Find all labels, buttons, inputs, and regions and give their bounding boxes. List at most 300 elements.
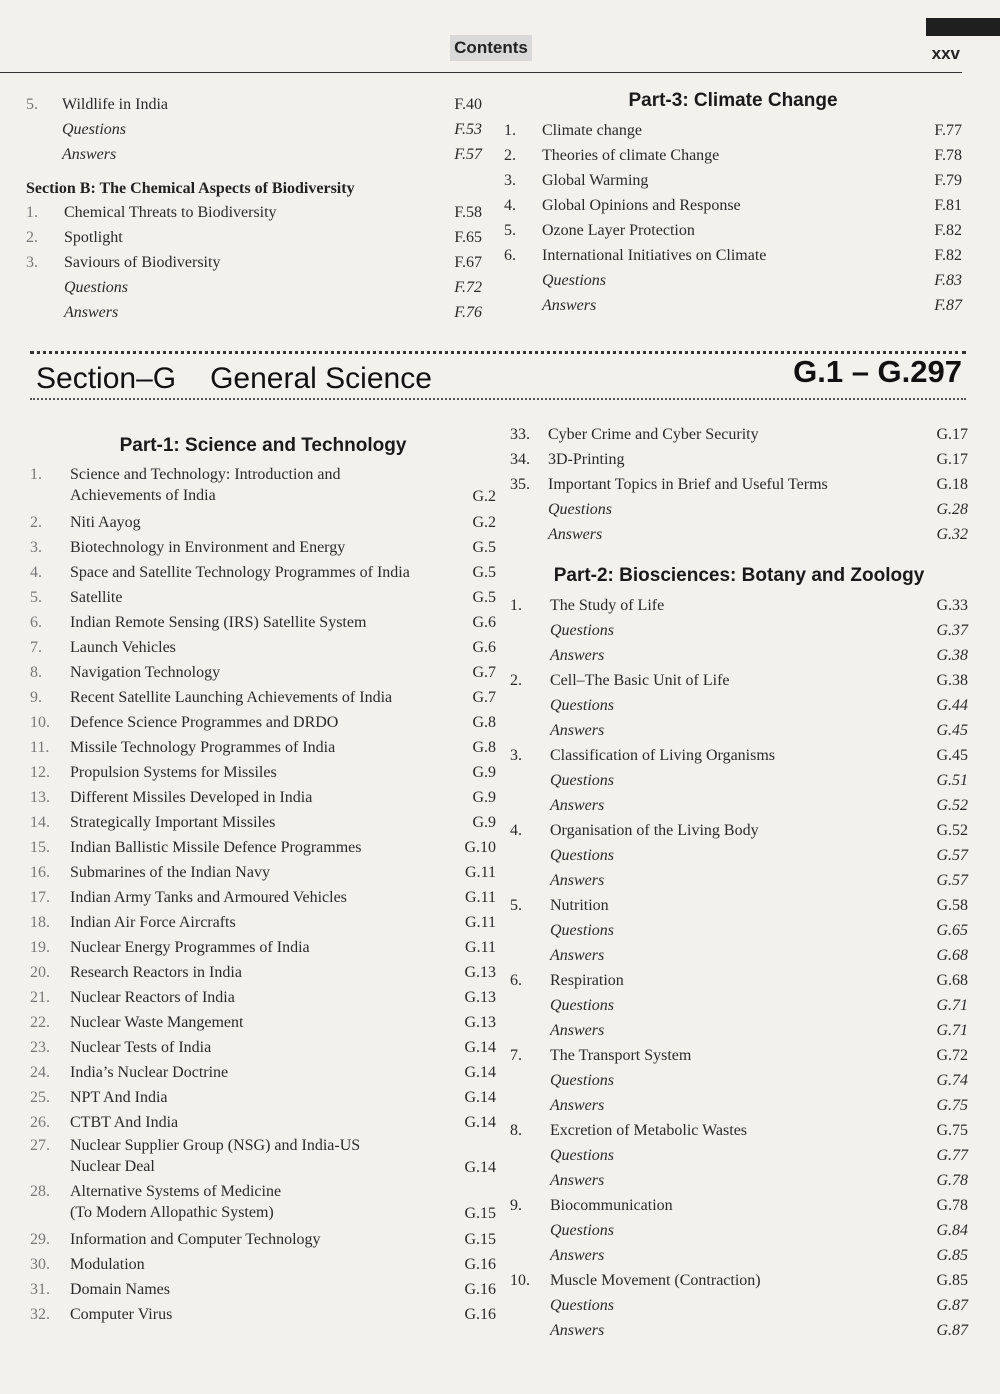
toc-entry-title: CTBT And India bbox=[70, 1114, 179, 1131]
header-rule bbox=[0, 72, 962, 73]
toc-entry-title: Navigation Technology bbox=[70, 664, 221, 681]
toc-entry-page: G.17 bbox=[936, 451, 968, 468]
toc-entry-title: Indian Remote Sensing (IRS) Satellite System bbox=[70, 614, 367, 631]
toc-entry-page: G.16 bbox=[464, 1306, 496, 1323]
toc-entry-title: Satellite bbox=[70, 589, 123, 606]
toc-entry-page: F.57 bbox=[454, 146, 482, 163]
toc-entry-number: 27. bbox=[30, 1137, 50, 1154]
toc-entry-title: Answers bbox=[550, 947, 605, 964]
toc-entry bbox=[510, 643, 968, 668]
toc-entry bbox=[510, 993, 968, 1018]
toc-entry-number: 17. bbox=[30, 889, 50, 906]
toc-entry-title: Biocommunication bbox=[550, 1197, 673, 1214]
toc-entry-number: 3. bbox=[510, 747, 522, 764]
toc-entry bbox=[30, 1035, 496, 1060]
toc-entry-page: G.13 bbox=[464, 1014, 496, 1031]
toc-entry bbox=[510, 893, 968, 918]
toc-entry-page: G.85 bbox=[936, 1247, 968, 1264]
toc-entry bbox=[30, 1227, 496, 1252]
toc-entry-page: G.28 bbox=[936, 501, 968, 518]
toc-entry bbox=[504, 193, 962, 218]
toc-entry-page: G.14 bbox=[464, 1089, 496, 1106]
toc-entry-page: G.51 bbox=[936, 772, 968, 789]
toc-entry-title: Nuclear Tests of India bbox=[70, 1039, 212, 1056]
toc-entry-page: G.5 bbox=[472, 589, 496, 606]
toc-entry bbox=[26, 142, 482, 167]
toc-entry bbox=[30, 585, 496, 610]
toc-entry bbox=[510, 422, 968, 447]
toc-entry-page: G.38 bbox=[936, 672, 968, 689]
toc-entry bbox=[30, 1181, 496, 1227]
toc-entry-title: Nutrition bbox=[550, 897, 609, 914]
toc-entry-page: F.87 bbox=[934, 297, 962, 314]
toc-entry-page: G.45 bbox=[936, 747, 968, 764]
toc-entry-title: Theories of climate Change bbox=[542, 147, 720, 164]
toc-entry-title-line2: (To Modern Allopathic System) bbox=[70, 1204, 274, 1221]
toc-entry-title: Answers bbox=[550, 872, 605, 889]
toc-entry-number: 6. bbox=[30, 614, 42, 631]
toc-entry-title: Answers bbox=[550, 797, 605, 814]
toc-entry-title: Important Topics in Brief and Useful Terms bbox=[548, 476, 828, 493]
toc-entry-title: Saviours of Biodiversity bbox=[64, 254, 221, 271]
toc-entry-title: Nuclear Energy Programmes of India bbox=[70, 939, 310, 956]
part2-heading: Part-2: Biosciences: Botany and Zoology bbox=[553, 565, 925, 586]
toc-entry-number: 31. bbox=[30, 1281, 50, 1298]
toc-entry-number: 5. bbox=[30, 589, 42, 606]
toc-entry-page: F.65 bbox=[454, 229, 482, 246]
toc-entry-title: Indian Ballistic Missile Defence Programmes bbox=[70, 839, 362, 856]
toc-entry bbox=[504, 243, 962, 268]
toc-entry-page: G.68 bbox=[936, 972, 968, 989]
toc-entry-title: Questions bbox=[550, 622, 614, 639]
toc-entry-page: G.8 bbox=[472, 739, 496, 756]
toc-entry bbox=[30, 535, 496, 560]
toc-entry-number: 18. bbox=[30, 914, 50, 931]
toc-entry-page: G.57 bbox=[936, 847, 968, 864]
toc-entry-page: G.6 bbox=[472, 614, 496, 631]
toc-entry bbox=[30, 785, 496, 810]
toc-entry bbox=[30, 610, 496, 635]
toc-entry-number: 6. bbox=[510, 972, 522, 989]
toc-entry-title: Answers bbox=[62, 146, 117, 163]
toc-entry-title-line1: Alternative Systems of Medicine bbox=[70, 1183, 282, 1200]
toc-entry-number: 3. bbox=[26, 254, 38, 271]
toc-entry-title: Nuclear Waste Mangement bbox=[70, 1014, 244, 1031]
toc-entry-number: 8. bbox=[510, 1122, 522, 1139]
toc-entry-page: G.16 bbox=[464, 1281, 496, 1298]
toc-entry-number: 7. bbox=[510, 1047, 522, 1064]
toc-entry-page: F.82 bbox=[934, 247, 962, 264]
toc-entry bbox=[510, 743, 968, 768]
toc-entry-title: Answers bbox=[550, 647, 605, 664]
toc-entry-number: 2. bbox=[504, 147, 516, 164]
toc-entry bbox=[30, 1277, 496, 1302]
toc-entry-page: G.75 bbox=[936, 1097, 968, 1114]
toc-entry-title: Domain Names bbox=[70, 1281, 170, 1298]
toc-entry-title: Missile Technology Programmes of India bbox=[70, 739, 336, 756]
toc-entry bbox=[510, 1243, 968, 1268]
toc-entry-title: Indian Army Tanks and Armoured Vehicles bbox=[70, 889, 347, 906]
toc-entry-page: F.77 bbox=[934, 122, 962, 139]
toc-entry-number: 8. bbox=[30, 664, 42, 681]
toc-entry-page: G.16 bbox=[464, 1256, 496, 1273]
toc-entry-page: G.52 bbox=[936, 797, 968, 814]
page-number: xxv bbox=[931, 44, 960, 63]
toc-entry bbox=[30, 1060, 496, 1085]
toc-entry-title: Questions bbox=[550, 1147, 614, 1164]
toc-entry-title: Questions bbox=[542, 272, 606, 289]
toc-entry bbox=[30, 910, 496, 935]
toc-entry-title-line1: Nuclear Supplier Group (NSG) and India-US bbox=[70, 1137, 361, 1154]
toc-list-climate bbox=[504, 118, 962, 318]
toc-entry-number: 22. bbox=[30, 1014, 50, 1031]
toc-entry bbox=[26, 275, 482, 300]
toc-entry-title: Questions bbox=[550, 847, 614, 864]
toc-entry bbox=[30, 660, 496, 685]
toc-entry-page: G.9 bbox=[472, 764, 496, 781]
toc-entry-number: 35. bbox=[510, 476, 530, 493]
toc-entry-page: G.65 bbox=[936, 922, 968, 939]
toc-entry bbox=[30, 510, 496, 535]
toc-entry-page: G.72 bbox=[936, 1047, 968, 1064]
toc-entry-title: Questions bbox=[548, 501, 612, 518]
toc-entry-page: G.14 bbox=[464, 1064, 496, 1081]
toc-entry bbox=[510, 918, 968, 943]
toc-entry-title: Biotechnology in Environment and Energy bbox=[70, 539, 346, 556]
toc-entry-page: G.71 bbox=[936, 997, 968, 1014]
toc-entry-page: G.7 bbox=[472, 689, 496, 706]
toc-entry-title: Answers bbox=[64, 304, 119, 321]
toc-entry-title: Classification of Living Organisms bbox=[550, 747, 776, 764]
toc-entry-page: F.53 bbox=[454, 121, 482, 138]
toc-entry bbox=[504, 118, 962, 143]
toc-entry-title: Modulation bbox=[70, 1256, 145, 1273]
toc-entry bbox=[510, 1143, 968, 1168]
toc-entry bbox=[510, 1118, 968, 1143]
toc-entry-page: G.5 bbox=[472, 539, 496, 556]
toc-entry-page: G.78 bbox=[936, 1172, 968, 1189]
section-title bbox=[36, 362, 432, 396]
toc-entry-number: 2. bbox=[510, 672, 522, 689]
toc-entry bbox=[504, 293, 962, 318]
toc-entry-number: 14. bbox=[30, 814, 50, 831]
toc-list-part1 bbox=[30, 464, 496, 1327]
part2-column bbox=[510, 422, 968, 1343]
toc-entry-title: Information and Computer Technology bbox=[70, 1231, 321, 1248]
toc-entry-number: 3. bbox=[504, 172, 516, 189]
toc-list-part2 bbox=[510, 593, 968, 1343]
toc-entry-title: Strategically Important Missiles bbox=[70, 814, 276, 831]
toc-entry bbox=[510, 868, 968, 893]
toc-entry-number: 12. bbox=[30, 764, 50, 781]
toc-entry-title: Global Opinions and Response bbox=[542, 197, 741, 214]
toc-entry-number: 10. bbox=[30, 714, 50, 731]
toc-entry-number: 28. bbox=[30, 1183, 50, 1200]
toc-entry-title: The Transport System bbox=[550, 1047, 692, 1064]
top-right-column bbox=[504, 88, 962, 318]
toc-entry-page: F.82 bbox=[934, 222, 962, 239]
toc-list-chemical bbox=[26, 200, 482, 325]
section-b-heading: Section B: The Chemical Aspects of Biodiversity bbox=[26, 180, 355, 197]
toc-entry bbox=[30, 960, 496, 985]
toc-entry-page: G.58 bbox=[936, 897, 968, 914]
toc-entry bbox=[504, 168, 962, 193]
toc-entry-title: Answers bbox=[550, 1097, 605, 1114]
toc-entry-title: Answers bbox=[550, 1172, 605, 1189]
toc-entry-number: 9. bbox=[510, 1197, 522, 1214]
toc-entry-title: Questions bbox=[550, 1072, 614, 1089]
toc-entry-title: Cell–The Basic Unit of Life bbox=[550, 672, 730, 689]
toc-entry-number: 10. bbox=[510, 1272, 530, 1289]
toc-entry-number: 32. bbox=[30, 1306, 50, 1323]
toc-entry-page: G.11 bbox=[465, 864, 496, 881]
toc-entry bbox=[510, 522, 968, 547]
toc-list-wildlife bbox=[26, 92, 482, 167]
toc-entry-title: International Initiatives on Climate bbox=[542, 247, 767, 264]
toc-entry-page: F.67 bbox=[454, 254, 482, 271]
toc-entry-page: G.11 bbox=[465, 939, 496, 956]
toc-entry-title: Cyber Crime and Cyber Security bbox=[548, 426, 759, 443]
toc-entry-title: Chemical Threats to Biodiversity bbox=[64, 204, 277, 221]
toc-entry-title: Answers bbox=[550, 722, 605, 739]
toc-entry-page: G.84 bbox=[936, 1222, 968, 1239]
toc-entry-number: 13. bbox=[30, 789, 50, 806]
toc-entry-page: G.38 bbox=[936, 647, 968, 664]
toc-entry-title: Muscle Movement (Contraction) bbox=[550, 1272, 761, 1289]
toc-entry bbox=[510, 1018, 968, 1043]
part1-heading: Part-1: Science and Technology bbox=[119, 435, 407, 456]
toc-entry bbox=[510, 693, 968, 718]
section-bottom-divider bbox=[30, 398, 966, 400]
toc-entry-page: G.13 bbox=[464, 989, 496, 1006]
toc-entry bbox=[26, 92, 482, 117]
toc-entry-title: Questions bbox=[550, 1222, 614, 1239]
toc-entry-page: G.87 bbox=[936, 1322, 968, 1339]
toc-entry bbox=[510, 1043, 968, 1068]
toc-entry-number: 4. bbox=[30, 564, 42, 581]
part1-column bbox=[30, 432, 496, 1327]
toc-entry-title bbox=[70, 1135, 360, 1177]
toc-entry bbox=[26, 117, 482, 142]
toc-entry bbox=[30, 710, 496, 735]
toc-entry-title: Indian Air Force Aircrafts bbox=[70, 914, 236, 931]
toc-entry bbox=[510, 447, 968, 472]
toc-entry-title: Niti Aayog bbox=[70, 514, 141, 531]
toc-entry-title: Spotlight bbox=[64, 229, 123, 246]
toc-entry bbox=[30, 735, 496, 760]
toc-entry-title: Answers bbox=[550, 1247, 605, 1264]
toc-entry-title bbox=[70, 464, 341, 506]
toc-entry bbox=[26, 225, 482, 250]
toc-entry-number: 19. bbox=[30, 939, 50, 956]
toc-entry-page: G.74 bbox=[936, 1072, 968, 1089]
toc-entry bbox=[510, 1318, 968, 1343]
toc-entry-page: G.68 bbox=[936, 947, 968, 964]
toc-entry-number: 3. bbox=[30, 539, 42, 556]
toc-entry bbox=[30, 1085, 496, 1110]
toc-entry-page: G.71 bbox=[936, 1022, 968, 1039]
toc-entry-number: 1. bbox=[26, 204, 38, 221]
toc-entry-title: NPT And India bbox=[70, 1089, 168, 1106]
toc-entry bbox=[510, 1093, 968, 1118]
section-page-range: G.1 – G.297 bbox=[793, 354, 962, 389]
toc-entry bbox=[30, 1252, 496, 1277]
toc-entry bbox=[30, 1302, 496, 1327]
toc-entry-title: Nuclear Reactors of India bbox=[70, 989, 235, 1006]
toc-entry-number: 1. bbox=[30, 466, 42, 483]
toc-entry-title: Wildlife in India bbox=[62, 96, 168, 113]
toc-entry-number: 29. bbox=[30, 1231, 50, 1248]
toc-entry-page: G.78 bbox=[936, 1197, 968, 1214]
toc-entry-title: Questions bbox=[550, 772, 614, 789]
toc-entry-number: 2. bbox=[26, 229, 38, 246]
toc-entry bbox=[30, 885, 496, 910]
toc-entry-page: G.11 bbox=[465, 889, 496, 906]
toc-entry-title: Answers bbox=[550, 1322, 605, 1339]
toc-entry bbox=[510, 1268, 968, 1293]
toc-entry-number: 5. bbox=[510, 897, 522, 914]
toc-entry bbox=[510, 1218, 968, 1243]
toc-entry-page: G.13 bbox=[464, 964, 496, 981]
toc-entry-title: India’s Nuclear Doctrine bbox=[70, 1064, 229, 1081]
toc-entry-title: Respiration bbox=[550, 972, 624, 989]
toc-entry-number: 15. bbox=[30, 839, 50, 856]
toc-entry-number: 4. bbox=[504, 197, 516, 214]
toc-entry-title-line1: Science and Technology: Introduction and bbox=[70, 466, 341, 483]
toc-entry-number: 24. bbox=[30, 1064, 50, 1081]
toc-entry-page: G.15 bbox=[464, 1231, 496, 1248]
toc-entry bbox=[510, 618, 968, 643]
toc-entry-title: Questions bbox=[550, 697, 614, 714]
toc-entry bbox=[510, 943, 968, 968]
toc-entry-title: Excretion of Metabolic Wastes bbox=[550, 1122, 748, 1139]
toc-entry-page: G.57 bbox=[936, 872, 968, 889]
page-header-title: Contents bbox=[450, 35, 532, 61]
toc-entry bbox=[510, 768, 968, 793]
toc-entry-page: G.85 bbox=[936, 1272, 968, 1289]
corner-bar bbox=[926, 18, 1000, 36]
section-label: Section–G bbox=[36, 362, 177, 395]
toc-entry-page: F.40 bbox=[454, 96, 482, 113]
toc-entry-page: F.79 bbox=[934, 172, 962, 189]
toc-entry-page: G.17 bbox=[936, 426, 968, 443]
toc-entry-page: G.7 bbox=[472, 664, 496, 681]
toc-entry-number: 30. bbox=[30, 1256, 50, 1273]
toc-entry-page: G.6 bbox=[472, 639, 496, 656]
toc-entry-page: G.5 bbox=[472, 564, 496, 581]
toc-entry-page: G.2 bbox=[472, 514, 496, 531]
toc-entry-page: G.75 bbox=[936, 1122, 968, 1139]
toc-entry-page: G.45 bbox=[936, 722, 968, 739]
toc-entry-title: Questions bbox=[550, 997, 614, 1014]
toc-entry-page: G.44 bbox=[936, 697, 968, 714]
toc-entry-number: 5. bbox=[26, 96, 38, 113]
toc-entry-page: G.52 bbox=[936, 822, 968, 839]
toc-list-part1-continued bbox=[510, 422, 968, 547]
toc-entry-title-line2: Nuclear Deal bbox=[70, 1158, 155, 1175]
toc-entry-title: Questions bbox=[64, 279, 128, 296]
toc-entry bbox=[510, 593, 968, 618]
toc-entry-number: 7. bbox=[30, 639, 42, 656]
toc-entry-page: F.81 bbox=[934, 197, 962, 214]
toc-entry-number: 34. bbox=[510, 451, 530, 468]
toc-entry-title bbox=[70, 1181, 281, 1223]
toc-entry-title: Climate change bbox=[542, 122, 642, 139]
toc-entry bbox=[30, 464, 496, 510]
toc-entry-number: 21. bbox=[30, 989, 50, 1006]
toc-entry bbox=[30, 860, 496, 885]
toc-entry bbox=[510, 818, 968, 843]
toc-entry-page: G.37 bbox=[936, 622, 968, 639]
toc-entry-title: Different Missiles Developed in India bbox=[70, 789, 313, 806]
toc-entry-number: 1. bbox=[504, 122, 516, 139]
toc-entry-title: Ozone Layer Protection bbox=[542, 222, 695, 239]
toc-entry-page: G.15 bbox=[464, 1205, 496, 1222]
toc-entry-title: Questions bbox=[550, 1297, 614, 1314]
toc-entry-number: 23. bbox=[30, 1039, 50, 1056]
toc-entry-number: 25. bbox=[30, 1089, 50, 1106]
toc-entry-title: Answers bbox=[548, 526, 603, 543]
toc-entry bbox=[510, 718, 968, 743]
part3-heading: Part-3: Climate Change bbox=[628, 90, 838, 111]
toc-entry-title: 3D-Printing bbox=[548, 451, 625, 468]
toc-entry bbox=[504, 268, 962, 293]
toc-entry bbox=[510, 668, 968, 693]
toc-entry bbox=[510, 1068, 968, 1093]
toc-entry bbox=[510, 1193, 968, 1218]
toc-entry bbox=[30, 1110, 496, 1135]
toc-entry-title: Questions bbox=[62, 121, 126, 138]
toc-entry-number: 2. bbox=[30, 514, 42, 531]
toc-entry-title: Launch Vehicles bbox=[70, 639, 176, 656]
toc-entry-number: 16. bbox=[30, 864, 50, 881]
toc-entry-number: 20. bbox=[30, 964, 50, 981]
toc-entry-title: Questions bbox=[550, 922, 614, 939]
toc-entry-title: Propulsion Systems for Missiles bbox=[70, 764, 277, 781]
toc-entry-page: G.8 bbox=[472, 714, 496, 731]
toc-entry-title: Recent Satellite Launching Achievements of India bbox=[70, 689, 393, 706]
toc-entry-number: 6. bbox=[504, 247, 516, 264]
toc-entry bbox=[30, 1135, 496, 1181]
toc-entry-title: Global Warming bbox=[542, 172, 649, 189]
toc-entry-title: Organisation of the Living Body bbox=[550, 822, 759, 839]
toc-entry-page: G.14 bbox=[464, 1114, 496, 1131]
toc-entry-title: Submarines of the Indian Navy bbox=[70, 864, 270, 881]
toc-entry-title: The Study of Life bbox=[550, 597, 665, 614]
toc-entry bbox=[26, 200, 482, 225]
toc-entry-title-line2: Achievements of India bbox=[70, 487, 216, 504]
toc-entry-number: 5. bbox=[504, 222, 516, 239]
toc-entry-page: G.87 bbox=[936, 1297, 968, 1314]
toc-entry bbox=[30, 835, 496, 860]
toc-entry bbox=[510, 793, 968, 818]
toc-entry-page: F.83 bbox=[934, 272, 962, 289]
toc-entry-page: G.33 bbox=[936, 597, 968, 614]
toc-entry bbox=[30, 635, 496, 660]
section-name: General Science bbox=[210, 362, 432, 395]
toc-entry-page: G.9 bbox=[472, 789, 496, 806]
toc-entry bbox=[30, 685, 496, 710]
toc-entry-number: 4. bbox=[510, 822, 522, 839]
toc-entry-page: F.76 bbox=[454, 304, 482, 321]
toc-entry-page: F.78 bbox=[934, 147, 962, 164]
toc-entry bbox=[30, 935, 496, 960]
toc-entry-page: G.2 bbox=[472, 488, 496, 505]
toc-entry-page: F.72 bbox=[454, 279, 482, 296]
toc-entry-title: Computer Virus bbox=[70, 1306, 173, 1323]
toc-entry-number: 9. bbox=[30, 689, 42, 706]
toc-entry bbox=[26, 250, 482, 275]
